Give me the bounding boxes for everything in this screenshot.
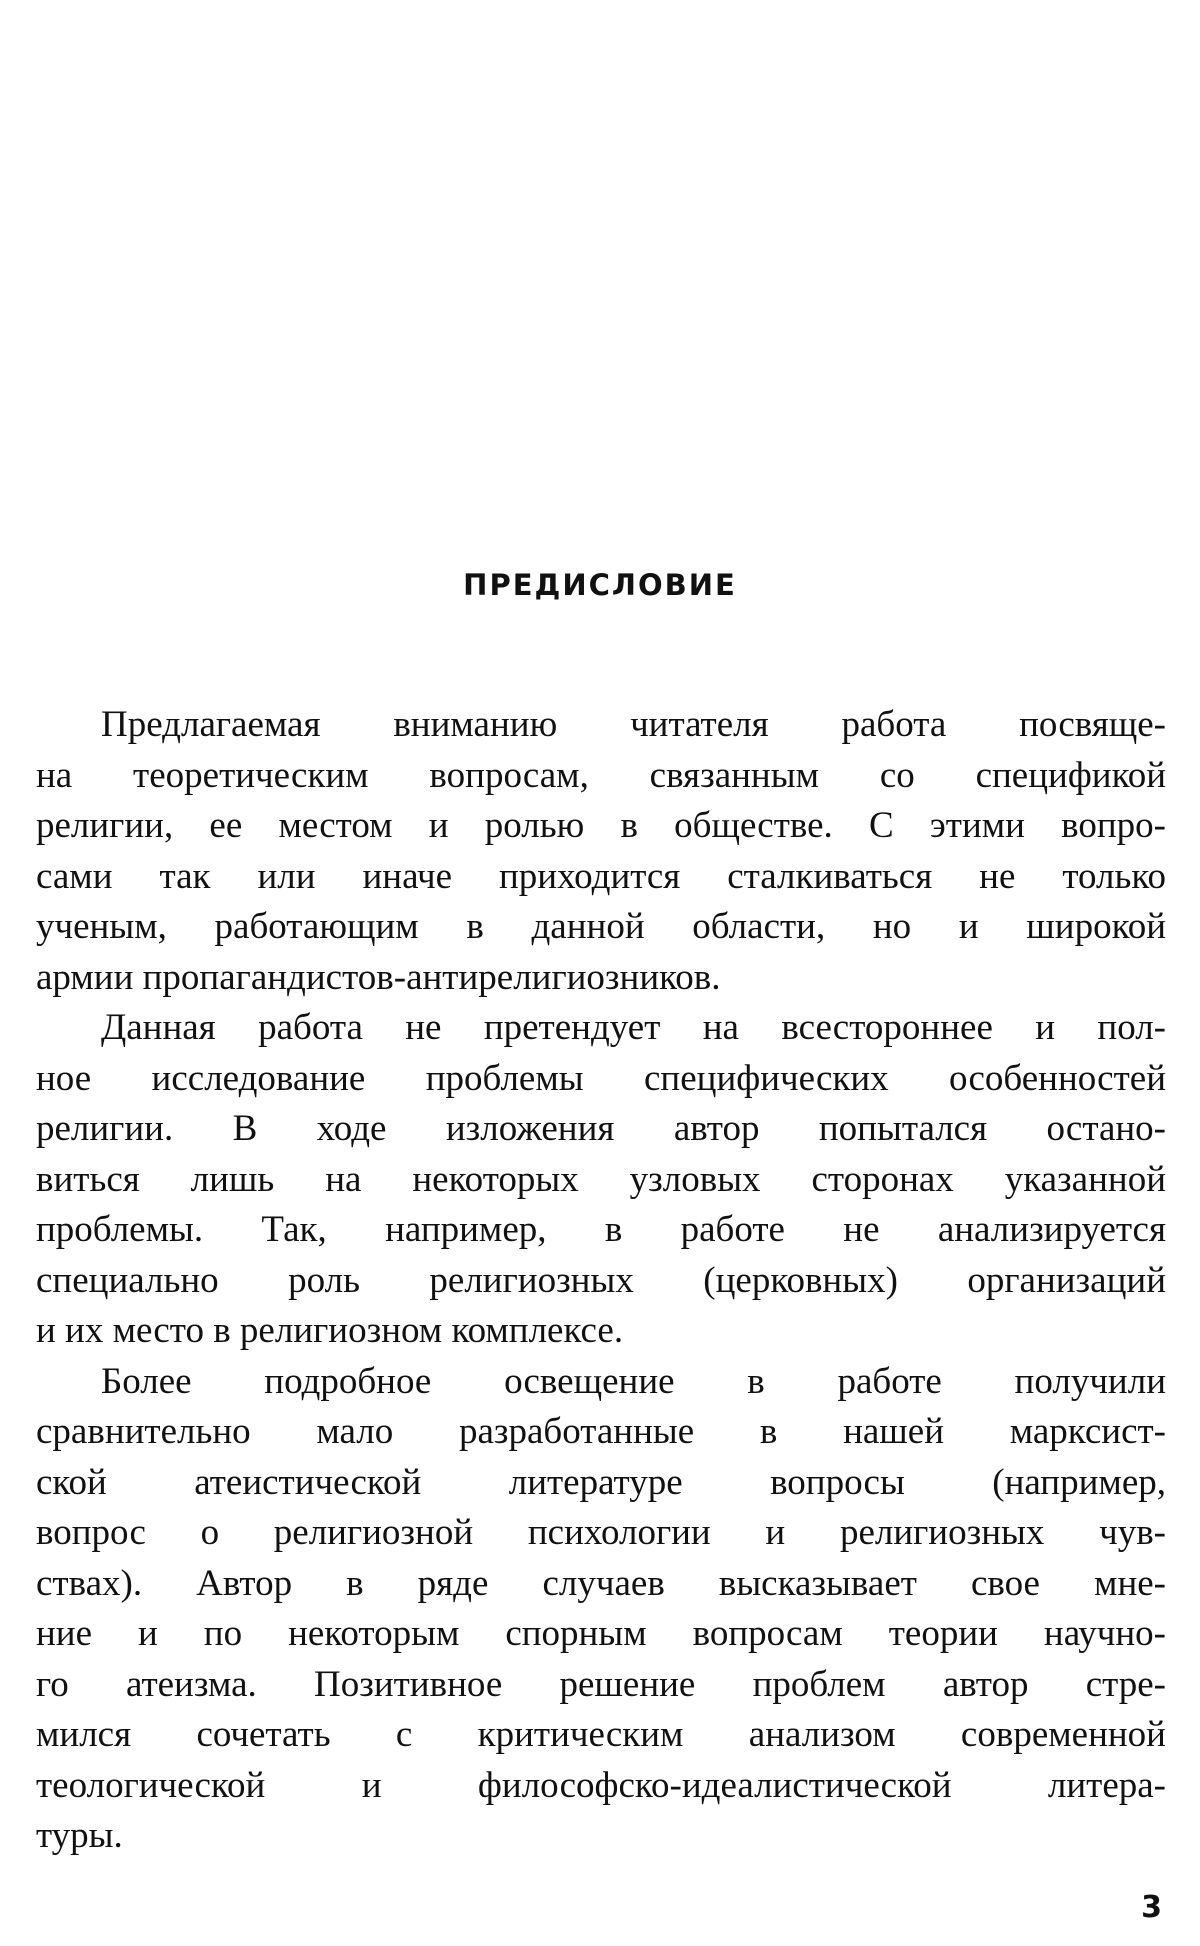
text-line: религии, ее местом и ролью в обществе. С этими вопро- (36, 805, 1166, 846)
paragraph (36, 1357, 1166, 1862)
text-line: го атеизма. Позитивное решение проблем автор стре- (36, 1663, 1166, 1705)
text-line: Предлагаемая вниманию читателя работа посвяще- (101, 704, 1166, 745)
text-line: Данная работа не претендует на всестороннее и пол- (101, 1007, 1166, 1048)
page-number: 3 (1141, 1890, 1162, 1925)
text-line: религии. В ходе изложения автор попытался остано- (36, 1108, 1166, 1149)
paragraph (36, 1003, 1166, 1357)
paragraph (36, 700, 1166, 1003)
text-line: ное исследование проблемы специфических особенностей (36, 1057, 1166, 1099)
text-line: теологической и философско-идеалистической литера- (36, 1764, 1166, 1806)
chapter-heading: ПРЕДИСЛОВИЕ (463, 568, 737, 602)
text-line: и их место в религиозном комплексе. (36, 1310, 624, 1351)
body-text (36, 700, 1166, 1862)
text-line: туры. (36, 1815, 123, 1856)
text-line: специально роль религиозных (церковных) организаций (36, 1259, 1166, 1301)
text-line: ской атеистической литературе вопросы (например, (36, 1461, 1166, 1503)
text-line: ствах). Автор в ряде случаев высказывает свое мне- (36, 1562, 1166, 1604)
text-line: Более подробное освещение в работе получили (101, 1360, 1166, 1402)
text-line: сравнительно мало разработанные в нашей марксист- (36, 1411, 1166, 1452)
text-line: виться лишь на некоторых узловых сторонах указанной (36, 1158, 1166, 1200)
text-line: на теоретическим вопросам, связанным со спецификой (36, 754, 1166, 796)
text-line: вопрос о религиозной психологии и религиозных чув- (36, 1512, 1166, 1553)
text-line: армии пропагандистов-антирелигиозников. (36, 956, 721, 998)
text-line: сами так или иначе приходится сталкиваться не только (36, 855, 1166, 897)
text-line: ние и по некоторым спорным вопросам теории научно- (36, 1613, 1166, 1654)
text-line: ученым, работающим в данной области, но и широкой (36, 906, 1166, 947)
text-line: проблемы. Так, например, в работе не анализируется (36, 1209, 1166, 1250)
text-line: мился сочетать с критическим анализом современной (36, 1714, 1166, 1755)
